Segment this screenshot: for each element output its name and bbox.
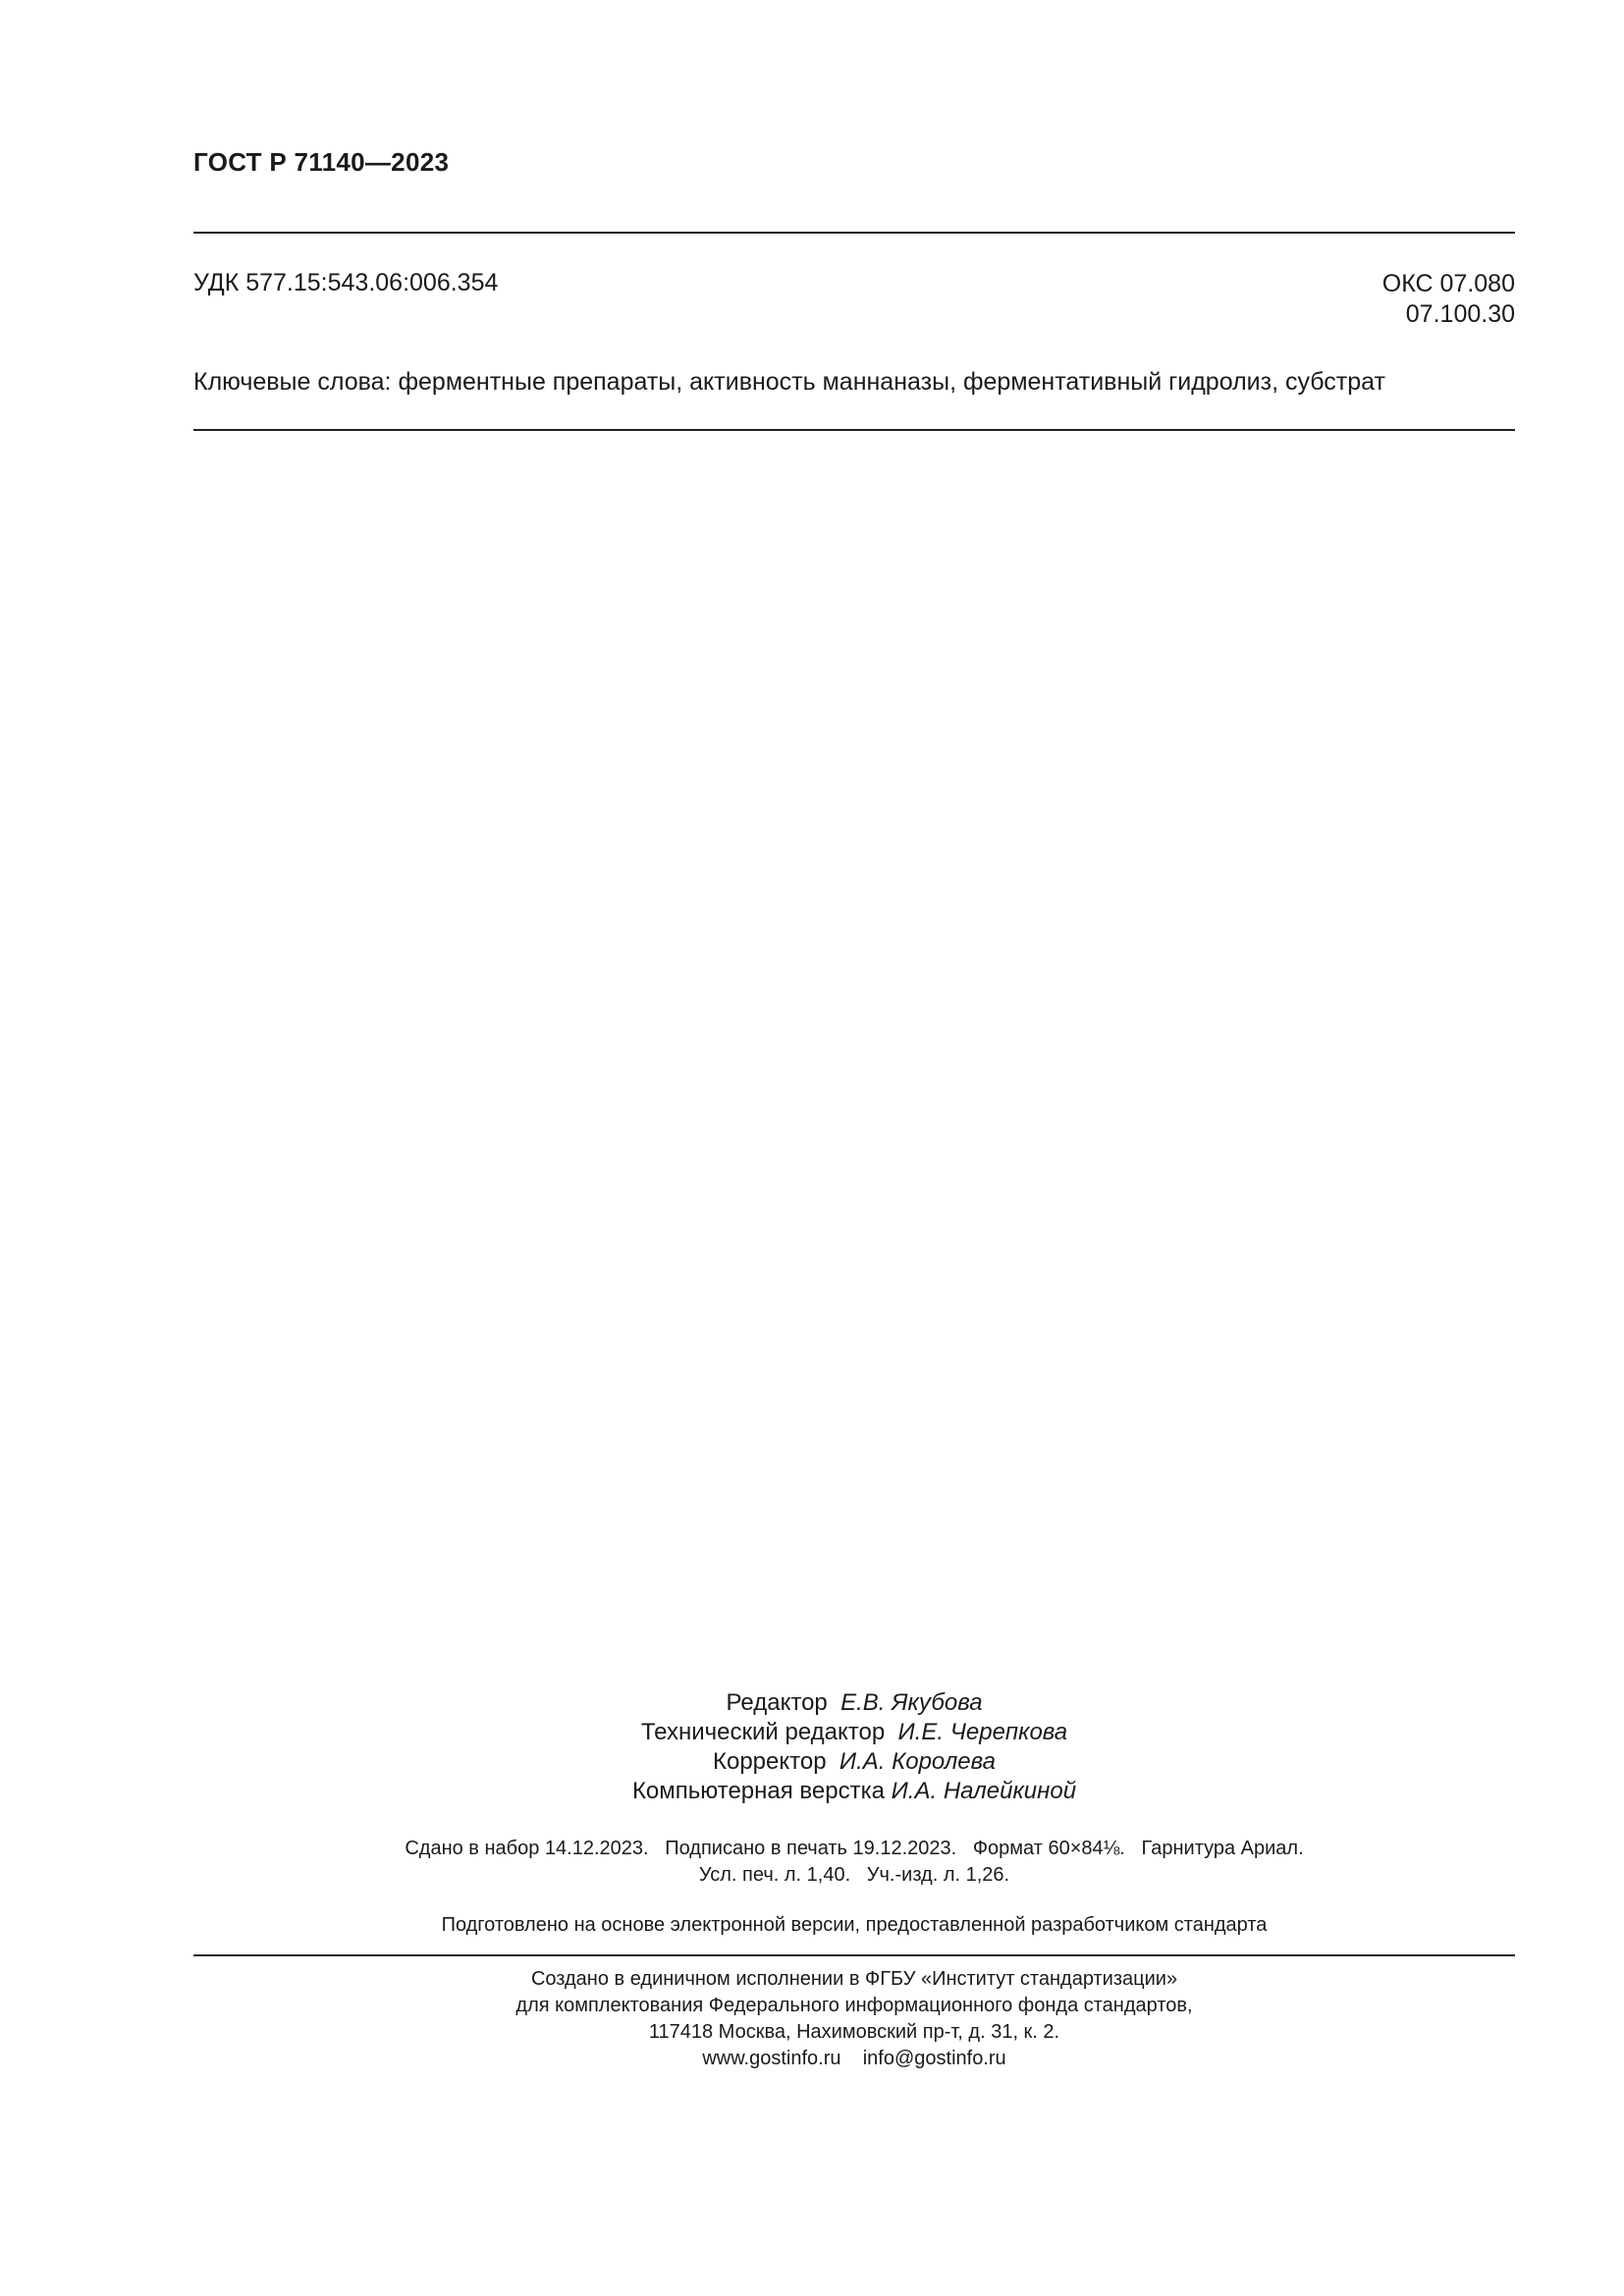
print-info-line1: Сдано в набор 14.12.2023. Подписано в печать 19.12.2023. Формат 60×84⅛. Гарнитура Ариал. <box>405 1838 1304 1859</box>
publisher-block <box>193 1966 1515 2072</box>
credit-layout <box>193 1777 1515 1806</box>
publisher-line1: Создано в единичном исполнении в ФГБУ «Институт стандартизации» <box>530 1968 1178 1990</box>
print-info-line2: Усл. печ. л. 1,40. Уч.-изд. л. 1,26. <box>698 1864 1010 1886</box>
keywords-line: Ключевые слова: ферментные препараты, активность маннаназы, ферментативный гидролиз, субстрат <box>193 368 1385 396</box>
prepared-note: Подготовлено на основе электронной версии, предоставленной разработчиком стандарта <box>441 1914 1268 1936</box>
oks-code-line2: 07.100.30 <box>1405 300 1515 328</box>
top-divider <box>193 232 1515 234</box>
print-info-block <box>193 1836 1515 1889</box>
publisher-line2: для комплектования Федерального информационного фонда стандартов, <box>515 1995 1193 2016</box>
publisher-divider <box>193 1954 1515 1956</box>
credit-layout-name: И.А. Налейкиной <box>891 1778 1077 1804</box>
credit-proofreader <box>193 1747 1515 1777</box>
credit-tech-editor-label: Технический редактор <box>640 1719 886 1745</box>
credit-tech-editor <box>193 1718 1515 1747</box>
oks-code-line1: ОКС 07.080 <box>1381 270 1515 297</box>
credit-editor-name: Е.В. Якубова <box>840 1689 983 1716</box>
credit-layout-label: Компьютерная верстка <box>631 1778 885 1804</box>
credit-editor-label: Редактор <box>726 1689 828 1716</box>
credits-block <box>193 1688 1515 1806</box>
publisher-website-link[interactable]: www.gostinfo.ru <box>702 2048 841 2069</box>
udk-code: УДК 577.15:543.06:006.354 <box>193 269 499 296</box>
keywords-divider <box>193 429 1515 431</box>
publisher-line3: 117418 Москва, Нахимовский пр-т, д. 31, к. 2. <box>648 2021 1060 2043</box>
publisher-contacts <box>193 2046 1515 2072</box>
credit-proofreader-name: И.А. Королева <box>839 1748 996 1775</box>
publisher-email-link[interactable]: info@gostinfo.ru <box>862 2048 1006 2069</box>
oks-codes <box>1382 269 1515 330</box>
credit-tech-editor-name: И.Е. Черепкова <box>897 1719 1068 1745</box>
document-code: ГОСТ Р 71140—2023 <box>193 147 450 177</box>
credit-proofreader-label: Корректор <box>713 1748 827 1775</box>
credit-editor <box>193 1688 1515 1718</box>
